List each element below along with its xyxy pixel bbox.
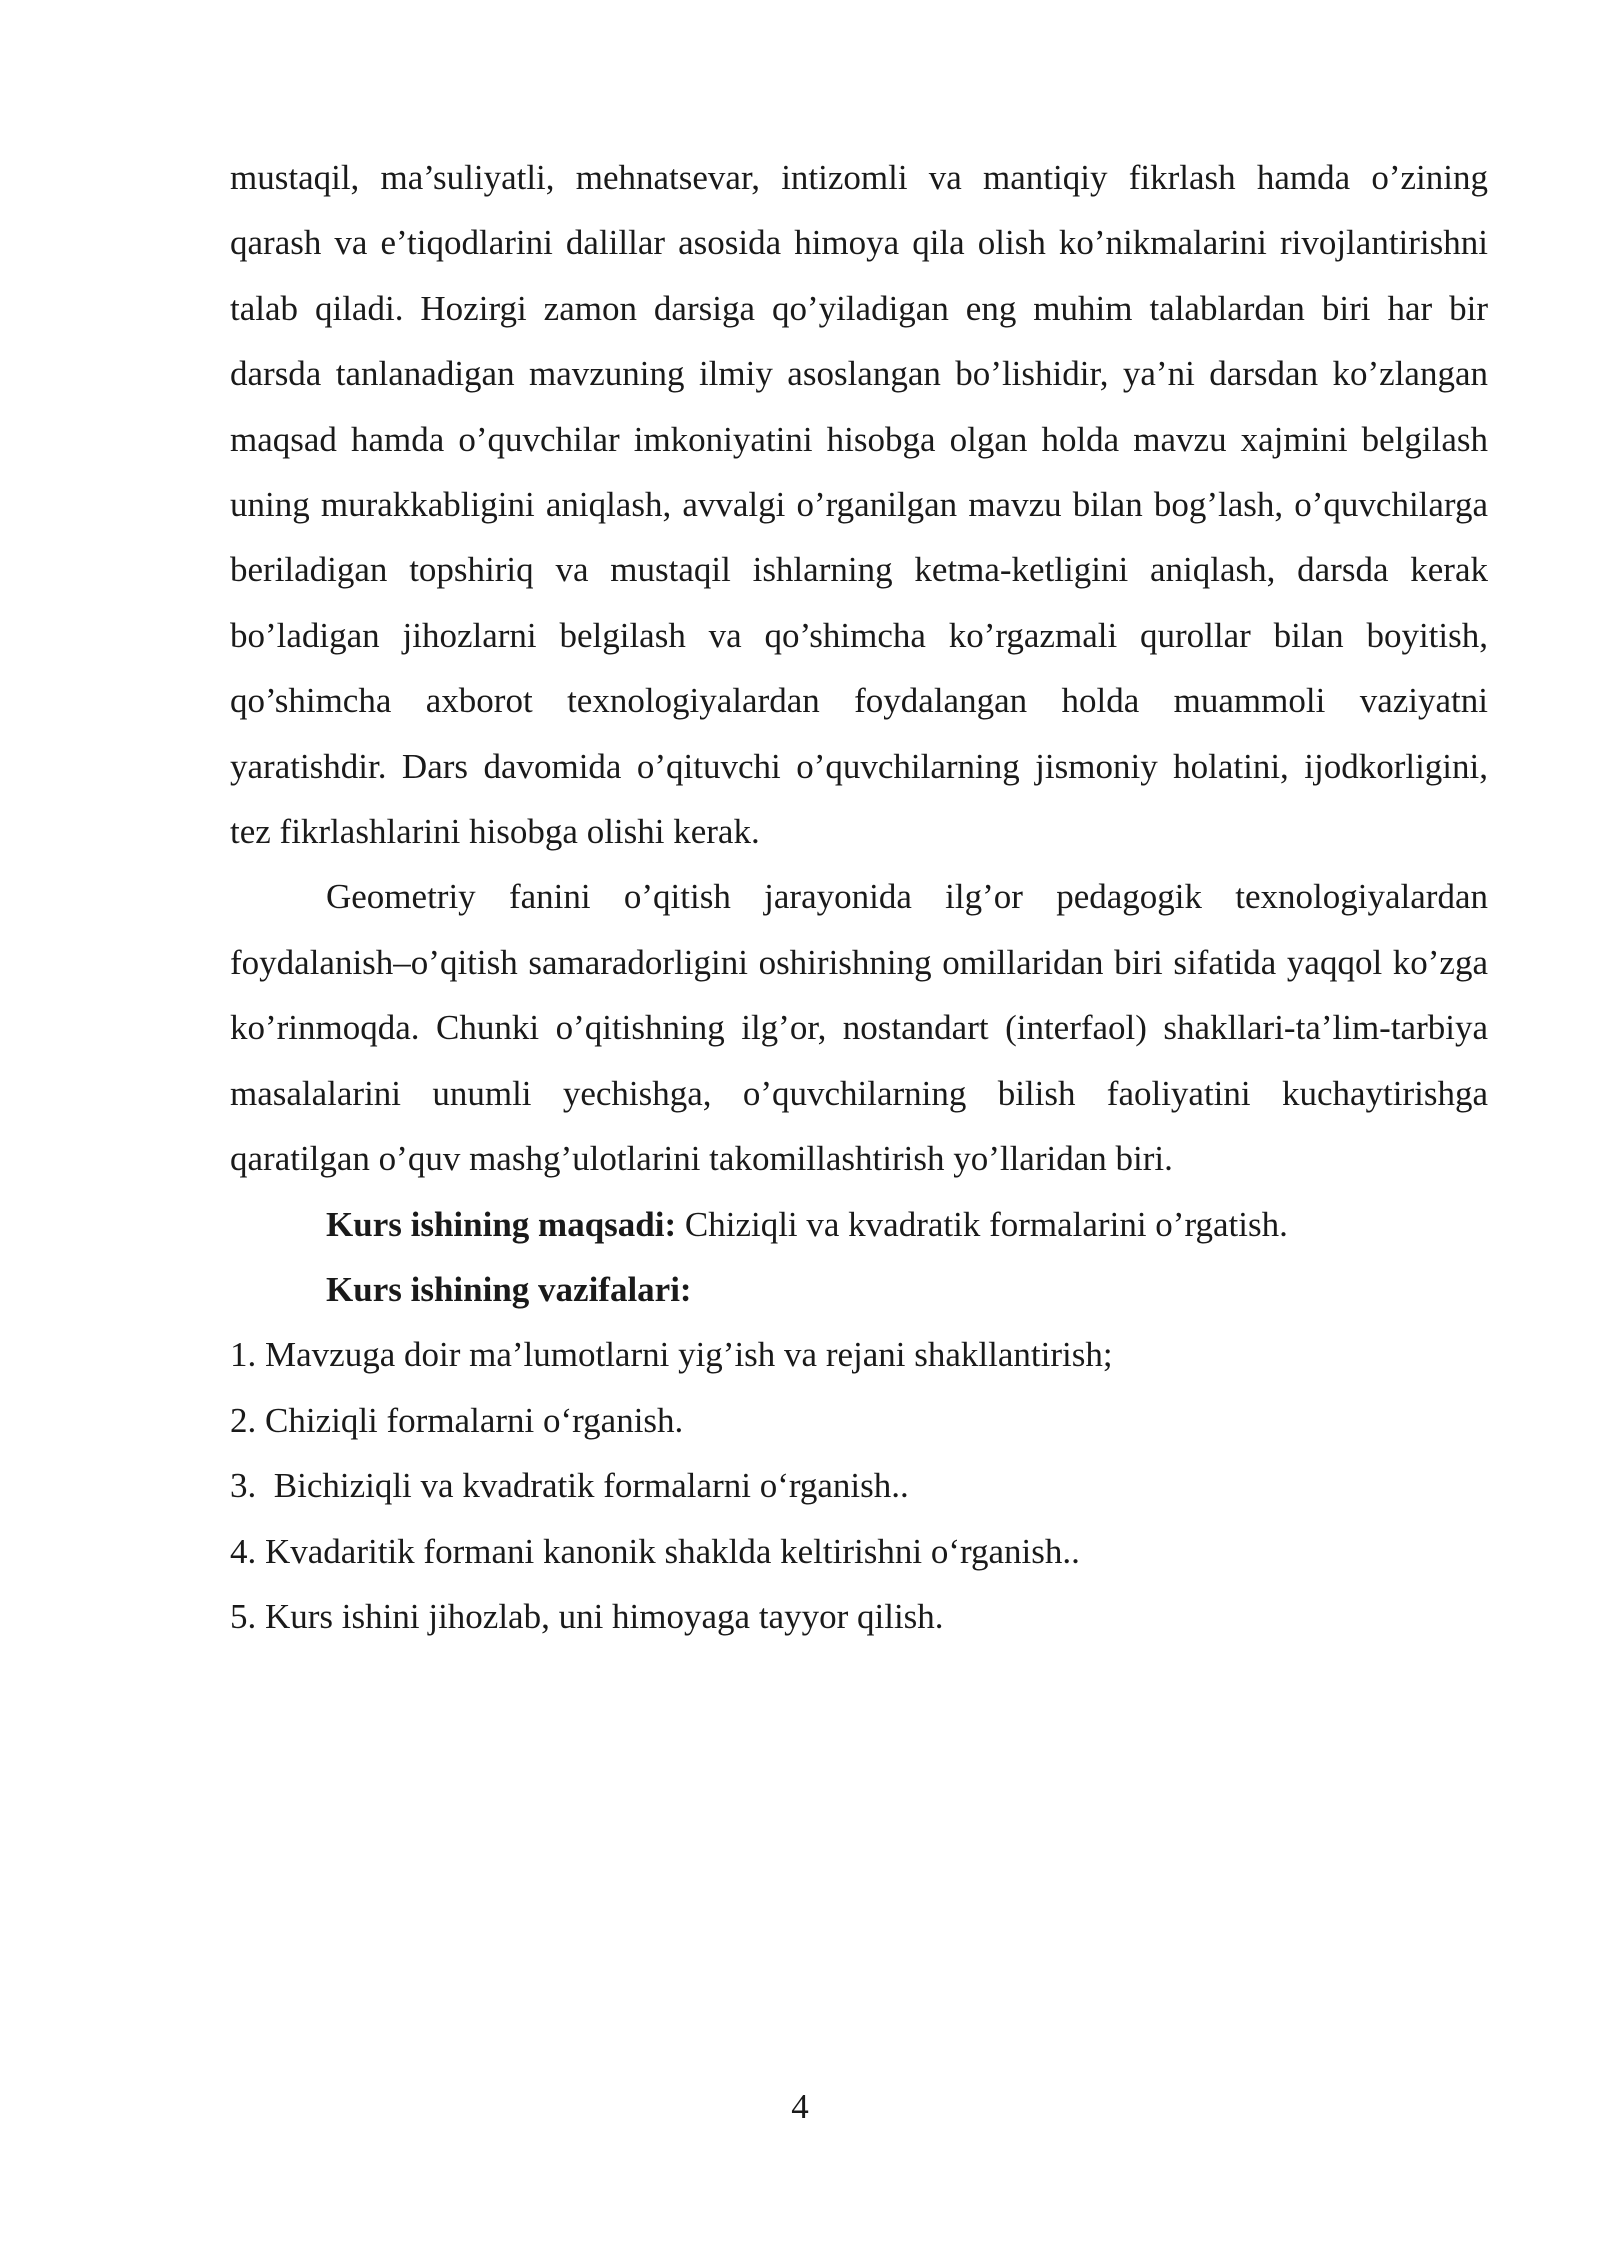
- course-tasks-heading: Kurs ishining vazifalari:: [326, 1269, 692, 1309]
- course-goal-label: Kurs ishining maqsadi:: [326, 1204, 677, 1244]
- page-number: 4: [791, 2087, 809, 2126]
- course-goal: [230, 1192, 1488, 1257]
- page-body: [230, 145, 1488, 1649]
- course-goal-text: Chiziqli va kvadratik formalarini o’rgatish.: [676, 1204, 1288, 1244]
- list-item: 4. Kvadaritik formani kanonik shaklda keltirishni o‘rganish..: [230, 1531, 1080, 1571]
- body-paragraph-2: Geometriy fanini o’qitish jarayonida ilg’or pedagogik texnologiyalardan foydalanish–o’qitish samaradorligini oshirishning omillaridan biri sifatida yaqqol ko’zga ko’rinmoqda. Chunki o’qitishning ilg’or, nostandart (interfaol) shakllari-ta’lim-tarbiya masalalarini unumli yechishga, o’quvchilarning bilish faoliyatini kuchaytirishga qaratilgan o’quv mashg’ulotlarini takomillashtirish yo’llaridan biri.: [230, 877, 1488, 1179]
- list-item: 2. Chiziqli formalarni o‘rganish.: [230, 1400, 684, 1440]
- course-tasks-list: [230, 1322, 1488, 1649]
- list-item: 3. Bichiziqli va kvadratik formalarni o‘rganish..: [230, 1466, 909, 1506]
- list-item: 1. Mavzuga doir ma’lumotlarni yig’ish va rejani shakllantirish;: [230, 1335, 1113, 1375]
- body-paragraph-1: mustaqil, ma’suliyatli, mehnatsevar, intizomli va mantiqiy fikrlash hamda o’zining qarash va e’tiqodlarini dalillar asosida himoya qila olish ko’nikmalarini rivojlantirishni talab qiladi. Hozirgi zamon darsiga qo’yiladigan eng muhim talablardan biri har bir darsda tanlanadigan mavzuning ilmiy asoslangan bo’lishidir, ya’ni darsdan ko’zlangan maqsad hamda o’quvchilar imkoniyatini hisobga olgan holda mavzu xajmini belgilash uning murakkabligini aniqlash, avvalgi o’rganilgan mavzu bilan bog’lash, o’quvchilarga beriladigan topshiriq va mustaqil ishlarning ketma-ketligini aniqlash, darsda kerak bo’ladigan jihozlarni belgilash va qo’shimcha ko’rgazmali qurollar bilan boyitish, qo’shimcha axborot texnologiyalardan foydalangan holda muammoli vaziyatni yaratishdir. Dars davomida o’qituvchi o’quvchilarning jismoniy holatini, ijodkorligini, tez fikrlashlarini hisobga olishi kerak.: [230, 158, 1488, 852]
- list-item: 5. Kurs ishini jihozlab, uni himoyaga tayyor qilish.: [230, 1596, 944, 1636]
